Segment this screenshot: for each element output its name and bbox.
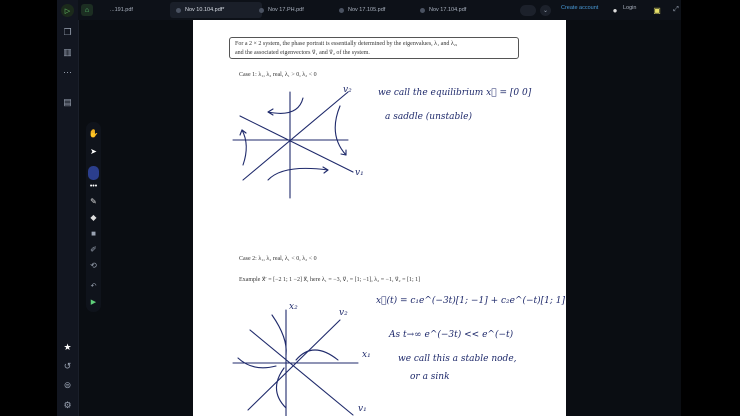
label-v1: v₁: [358, 404, 367, 414]
case2-example: Example x⃗′ = [−2 1; 1 −2] x⃗, here λ₁ = −3, v⃗₁ = [1; −1], λ₂ = −1, v⃗₂ = [1; 1]: [239, 277, 421, 283]
pointer-icon[interactable]: ➤: [90, 147, 97, 156]
notes-icon[interactable]: ▣: [653, 5, 661, 15]
tool-strip: [86, 122, 101, 312]
case2-heading: Case 2: λ₁, λ₂ real, λ₁ < 0, λ₂ < 0: [239, 256, 317, 262]
case2-note-line1: x⃗(t) = c₁e^(−3t)[1; −1] + c₂e^(−t)[1; 1]: [376, 296, 566, 306]
chevron-down-icon[interactable]: ⌄: [540, 5, 551, 16]
pen-icon[interactable]: ✎: [90, 197, 97, 206]
tab-nov17-104[interactable]: [414, 2, 472, 18]
tab-label: Nov 17.104.pdf: [429, 7, 467, 13]
boxed-note-line2: and the associated eigenvectors v⃗₁ and v⃗₂ of the system.: [235, 50, 370, 56]
more-icon[interactable]: ⋯: [63, 67, 72, 77]
document-icon: [420, 8, 425, 13]
create-account-link[interactable]: Create account: [561, 5, 599, 11]
case2-note-line4: or a sink: [410, 372, 450, 382]
tab-nov17-ph[interactable]: [253, 2, 310, 18]
pages-icon[interactable]: ❐: [63, 27, 72, 37]
history-icon[interactable]: ↺: [63, 361, 72, 371]
document-icon: [339, 8, 344, 13]
settings-icon[interactable]: ⚙: [63, 400, 72, 410]
user-icon[interactable]: ●: [612, 5, 618, 15]
tab-label: Nov 17.PH.pdf: [268, 7, 304, 13]
case2-note-line2: As t→∞ e^(−3t) << e^(−t): [389, 330, 514, 340]
tab-label: Nov 17.105.pdf: [348, 7, 386, 13]
label-v2: v₂: [343, 85, 352, 95]
case1-note-line1: we call the equilibrium x⃗ = [0 0]: [378, 88, 532, 98]
zoom-dropdown[interactable]: [520, 5, 536, 16]
star-icon[interactable]: ★: [63, 342, 72, 352]
tab-label: ...191.pdf: [110, 7, 133, 13]
case1-note-line2: a saddle (unstable): [385, 112, 472, 122]
home-icon[interactable]: ⌂: [81, 4, 93, 16]
tab-nov10-104[interactable]: [170, 2, 262, 18]
tab-label: Nov 10.104.pdf*: [185, 7, 225, 13]
hand-icon[interactable]: ✋: [88, 129, 99, 138]
play-icon[interactable]: ▶: [90, 298, 97, 306]
document-icon: [259, 8, 264, 13]
document-page[interactable]: [193, 20, 566, 416]
tab-nov17-105[interactable]: [333, 2, 391, 18]
left-rail: [57, 0, 79, 416]
app-logo-icon[interactable]: ▷: [61, 4, 74, 17]
case2-note-line3: we call this a stable node,: [398, 354, 517, 364]
label-x2: x₂: [289, 302, 298, 312]
pen-color-icon[interactable]: [88, 166, 99, 180]
document-icon: [176, 8, 181, 13]
shape-icon[interactable]: ■: [91, 229, 96, 238]
book-icon[interactable]: ▥: [63, 47, 72, 57]
boxed-note: [229, 37, 519, 59]
login-button[interactable]: Login: [623, 5, 637, 11]
boxed-note-line1: For a 2 × 2 system, the phase portrait is essentially determined by the eigenvalues, λ₁ and λ₂,: [235, 41, 458, 47]
expand-icon[interactable]: ⤢: [673, 6, 679, 13]
eraser-icon[interactable]: ◆: [90, 213, 97, 222]
label-v2: v₂: [339, 308, 348, 318]
more-icon[interactable]: •••: [89, 182, 98, 190]
highlighter-icon[interactable]: ✐: [90, 245, 97, 254]
lasso-icon[interactable]: ⟲: [90, 261, 97, 270]
tab-191[interactable]: [104, 2, 139, 18]
layers-icon[interactable]: ▤: [63, 97, 72, 107]
label-v1: v₁: [355, 168, 364, 178]
undo-icon[interactable]: ↶: [90, 282, 97, 290]
case1-heading: Case 1: λ₁, λ₂ real, λ₁ > 0, λ₂ < 0: [239, 72, 317, 78]
saddle-phase-portrait: [228, 80, 378, 200]
package-icon[interactable]: ⊜: [63, 380, 72, 390]
label-x1: x₁: [362, 350, 371, 360]
